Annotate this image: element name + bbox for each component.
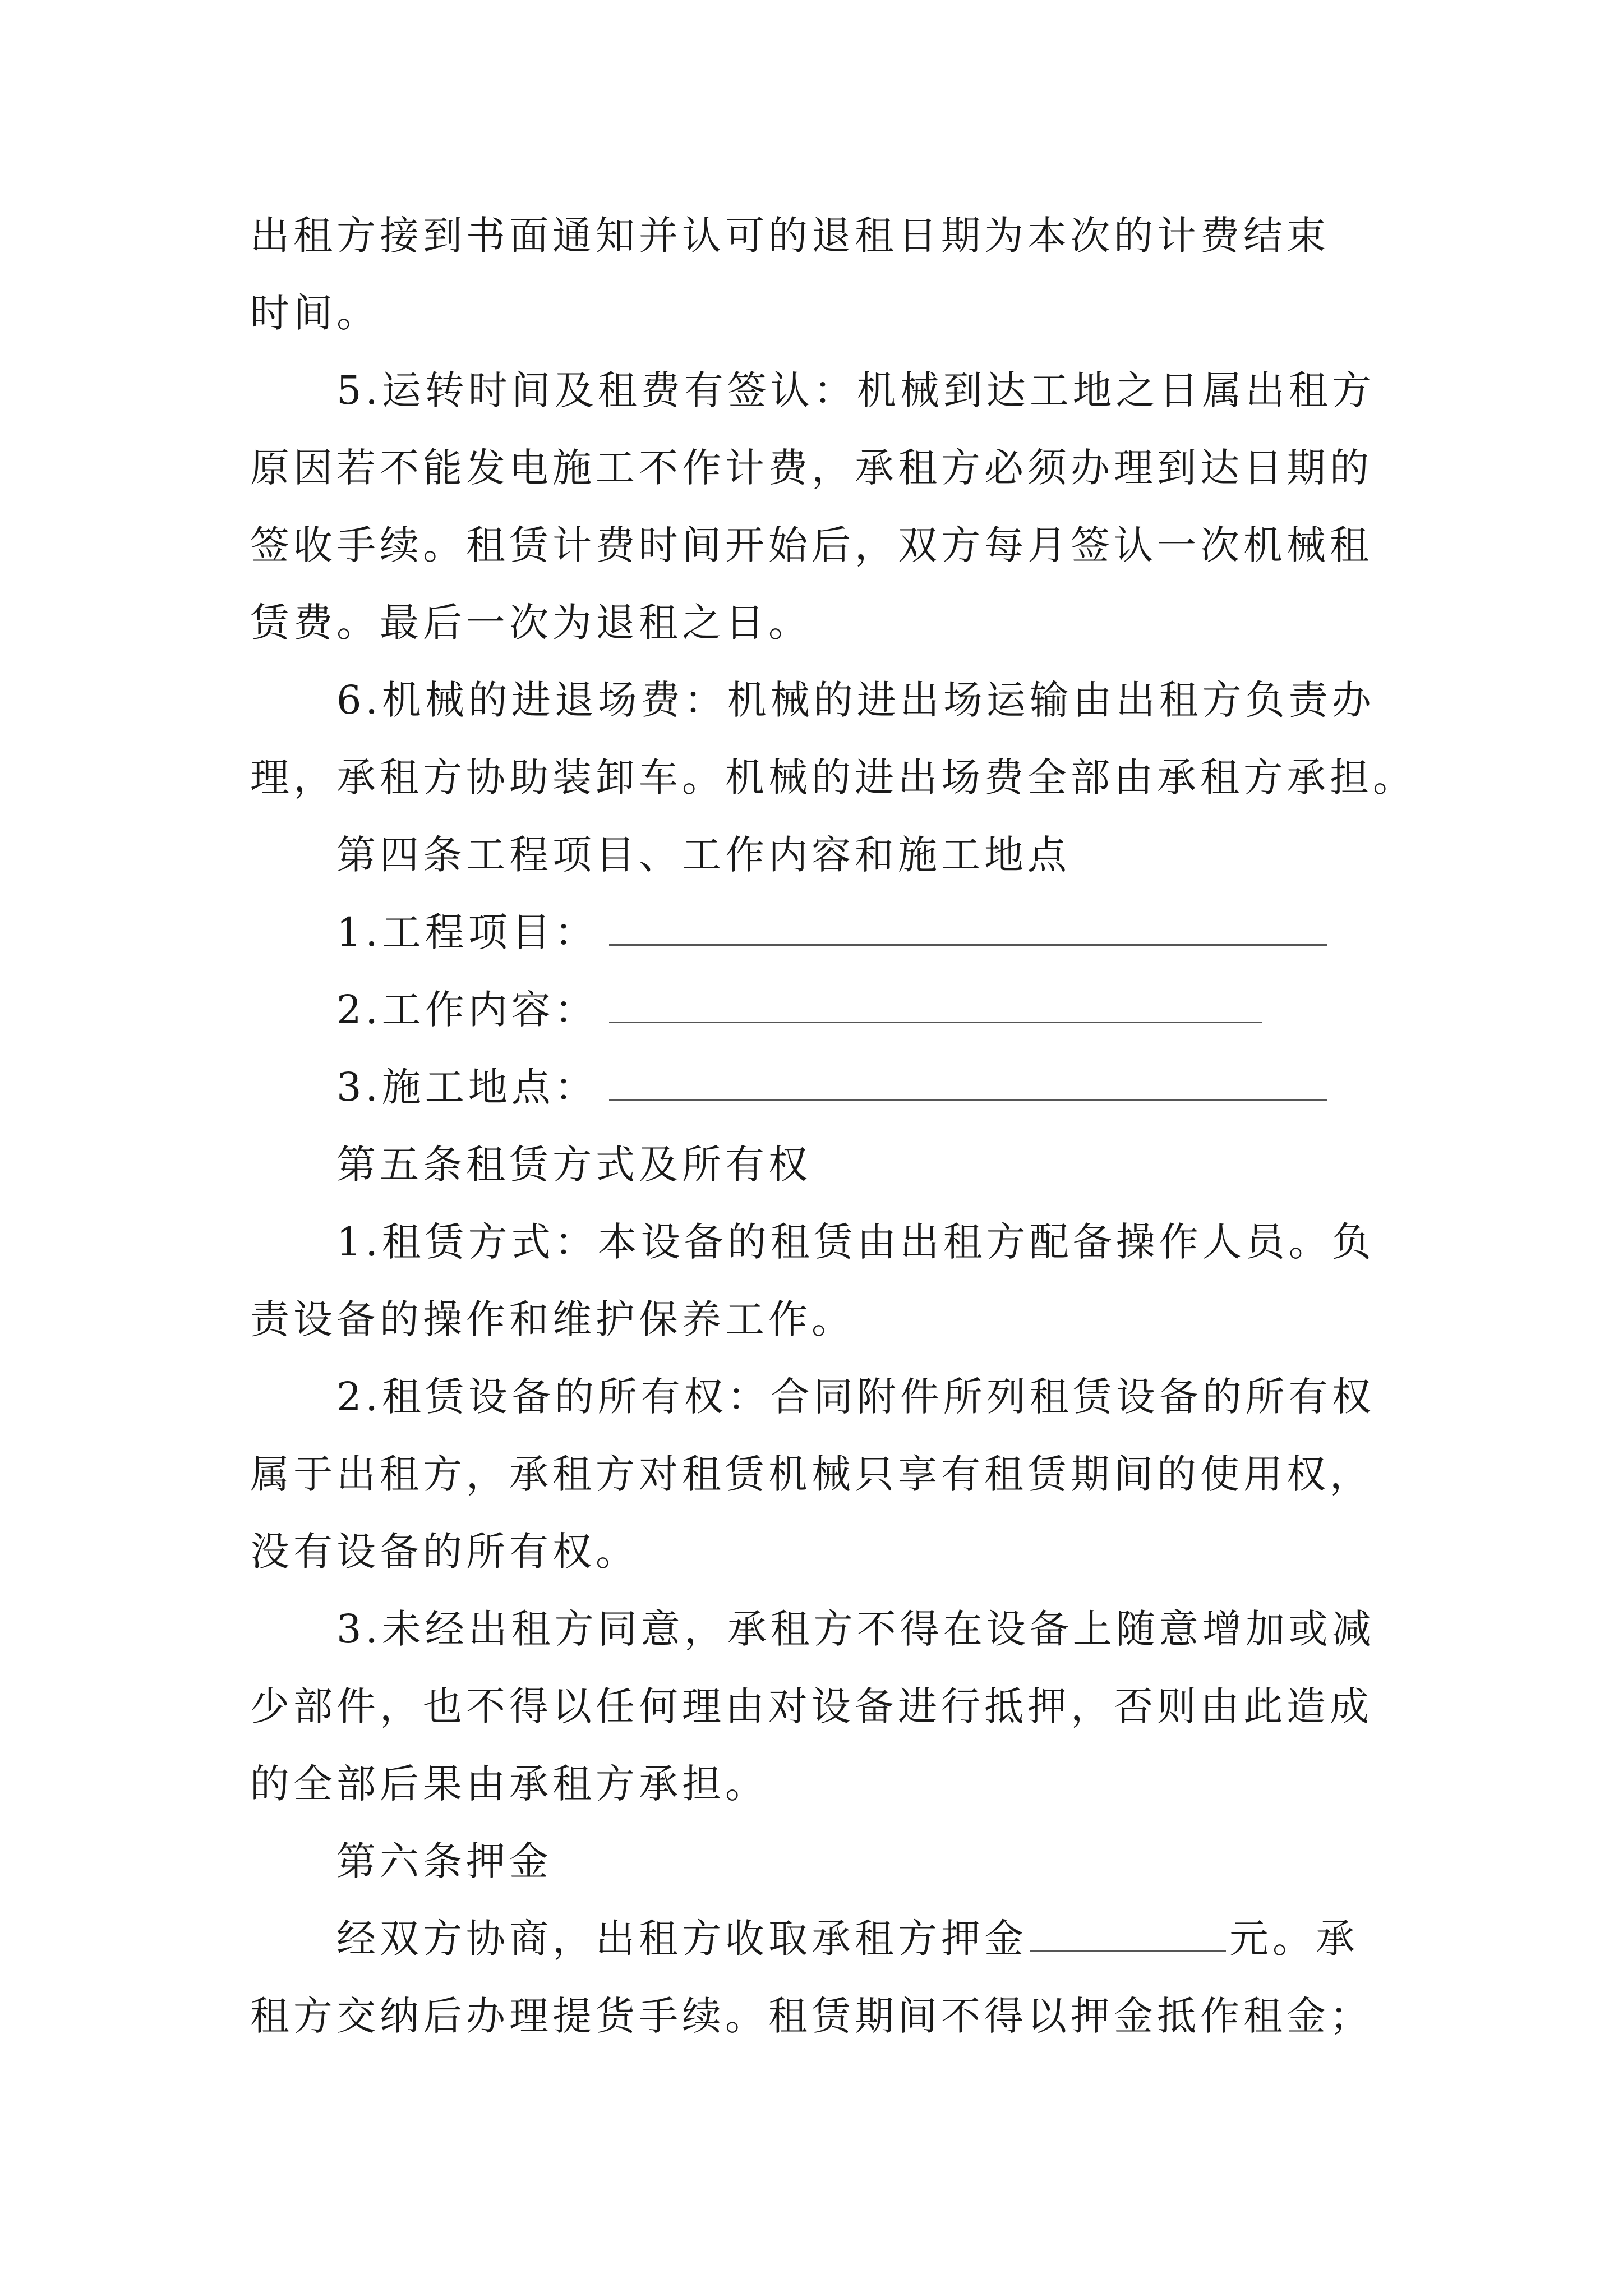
paragraph-line: 原因若不能发电施工不作计费，承租方必须办理到达日期的 xyxy=(250,445,1373,491)
work-content-blank-field[interactable] xyxy=(609,987,1262,1023)
form-field-row xyxy=(336,1059,1327,1115)
section-heading: 第四条工程项目、工作内容和施工地点 xyxy=(336,832,1071,878)
paragraph-line: 理，承租方协助装卸车。机械的进出场费全部由承租方承担。 xyxy=(250,754,1416,800)
form-field-row xyxy=(336,904,1327,960)
section-heading: 第五条租赁方式及所有权 xyxy=(336,1142,811,1188)
paragraph-line: 6.机械的进退场费：机械的进出场运输由出租方负责办 xyxy=(336,677,1375,723)
field-label: 1.工程项目： xyxy=(336,909,598,955)
paragraph-line: 5.运转时间及租费有签认：机械到达工地之日属出租方 xyxy=(336,367,1375,413)
paragraph-text: 元。承 xyxy=(1229,1916,1359,1962)
paragraph-line: 没有设备的所有权。 xyxy=(250,1529,639,1575)
paragraph-line: 赁费。最后一次为退租之日。 xyxy=(250,600,811,646)
paragraph-line: 少部件，也不得以任何理由对设备进行抵押，否则由此造成 xyxy=(250,1683,1373,1729)
field-label: 3.施工地点： xyxy=(336,1064,598,1110)
field-label: 2.工作内容： xyxy=(336,987,598,1033)
deposit-amount-blank-field[interactable] xyxy=(1030,1916,1226,1952)
section-heading: 第六条押金 xyxy=(336,1838,552,1884)
paragraph-line: 签收手续。租赁计费时间开始后，双方每月签认一次机械租 xyxy=(250,522,1373,568)
paragraph-line: 时间。 xyxy=(250,290,380,336)
paragraph-line: 2.租赁设备的所有权：合同附件所列租赁设备的所有权 xyxy=(336,1374,1375,1420)
paragraph-line: 1.租赁方式：本设备的租赁由出租方配备操作人员。负 xyxy=(336,1219,1375,1265)
paragraph-line: 的全部后果由承租方承担。 xyxy=(250,1761,768,1807)
paragraph-text: 经双方协商，出租方收取承租方押金 xyxy=(336,1916,1027,1962)
paragraph-line xyxy=(336,1911,1359,1967)
paragraph-line: 责设备的操作和维护保养工作。 xyxy=(250,1296,855,1342)
paragraph-line: 属于出租方，承租方对租赁机械只享有租赁期间的使用权， xyxy=(250,1451,1373,1497)
paragraph-line: 出租方接到书面通知并认可的退租日期为本次的计费结束 xyxy=(250,213,1330,259)
paragraph-line: 3.未经出租方同意，承租方不得在设备上随意增加或减 xyxy=(336,1606,1375,1652)
site-blank-field[interactable] xyxy=(609,1064,1327,1101)
form-field-row xyxy=(336,982,1262,1038)
paragraph-line: 租方交纳后办理提货手续。租赁期间不得以押金抵作租金； xyxy=(250,1993,1373,2039)
project-blank-field[interactable] xyxy=(609,909,1327,946)
